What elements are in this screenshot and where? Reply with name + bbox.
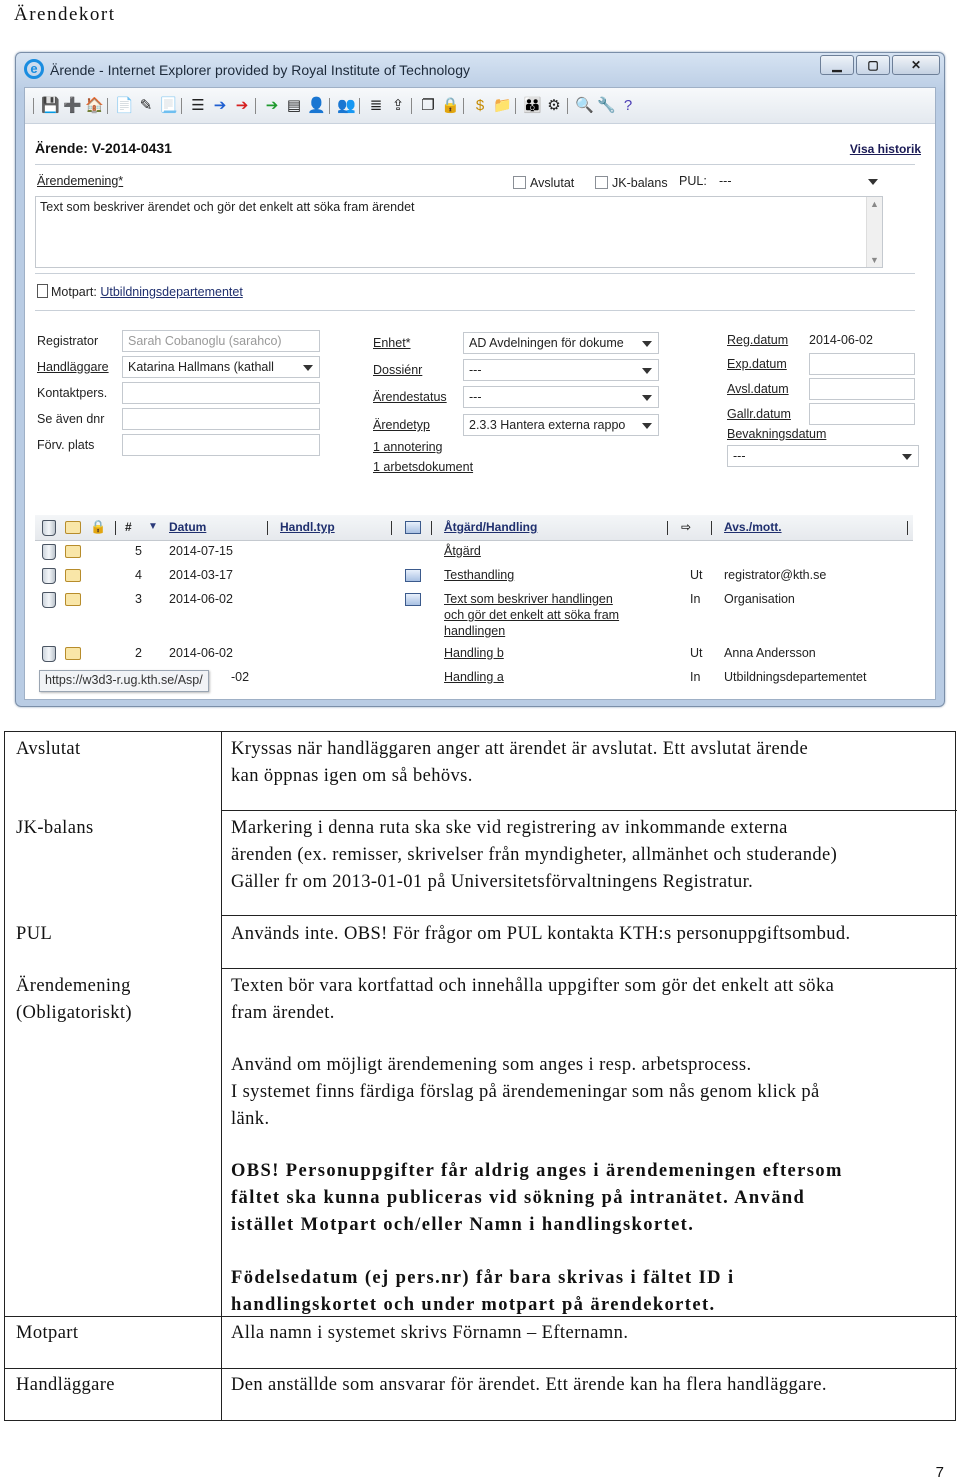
row-action-link[interactable]: och gör det enkelt att söka fram — [444, 608, 620, 622]
registrator-field[interactable]: Sarah Cobanoglu (sarahco) — [122, 330, 320, 352]
textarea-scrollbar[interactable]: ▲ ▼ — [866, 197, 882, 267]
se-aven-dnr-label: Se även dnr — [37, 412, 105, 426]
divider — [35, 273, 915, 274]
arrow-right-red-icon[interactable]: ➔ — [235, 97, 249, 114]
add-icon[interactable]: ➕ — [63, 97, 82, 114]
bevakningsdatum-label[interactable]: Bevakningsdatum — [727, 427, 827, 441]
gallrdatum-field[interactable] — [809, 403, 915, 425]
toolbar-separator — [181, 98, 182, 114]
trash-icon[interactable] — [42, 592, 56, 608]
home-icon[interactable]: 🏠 — [85, 97, 104, 114]
desc-jk-balans: Markering i denna ruta ska ske vid registrering av inkommande externa ärenden (ex. remisser, skrivelser från myndigheter, allmänhet och studerande) Gäller fr om 2013-01-01 på Universitetsförvaltningens Registratur. — [231, 818, 838, 892]
row-direction: Ut — [690, 646, 703, 660]
users-icon[interactable]: 👪 — [523, 97, 542, 114]
document-icon — [37, 284, 48, 298]
row-action-link[interactable]: Åtgärd — [444, 544, 481, 558]
kontaktpers-label: Kontaktpers. — [37, 386, 108, 400]
col-avs-mott[interactable]: Avs./mott. — [724, 520, 782, 534]
dollar-icon[interactable]: $ — [475, 97, 485, 114]
close-button[interactable]: ✕ — [892, 55, 940, 75]
visa-historik-link[interactable]: Visa historik — [849, 142, 921, 156]
trash-icon[interactable] — [42, 568, 56, 584]
arrow-right-icon[interactable]: ➔ — [213, 97, 227, 114]
motpart-link[interactable]: Utbildningsdepartementet — [100, 285, 243, 299]
toolbar-separator — [567, 98, 568, 114]
handlaggare-label[interactable]: Handläggare — [37, 360, 109, 374]
row-date: -02 — [231, 670, 250, 684]
motpart-row — [37, 284, 243, 299]
window-titlebar — [16, 53, 944, 85]
mail-icon[interactable] — [405, 521, 421, 534]
mail-icon[interactable] — [405, 569, 421, 582]
row-party: Anna Andersson — [724, 646, 816, 660]
list2-icon[interactable]: ≣ — [369, 97, 383, 114]
toolbar-separator — [411, 98, 412, 114]
toolbar-separator — [107, 98, 108, 114]
sort-desc-icon[interactable]: ▼ — [148, 521, 158, 532]
pul-select[interactable]: --- — [713, 170, 885, 192]
expdatum-field[interactable] — [809, 353, 915, 375]
annotering-link[interactable]: 1 annotering — [373, 440, 443, 454]
lock-icon[interactable]: 🔒 — [90, 519, 107, 534]
row-action-link[interactable]: handlingen — [444, 624, 506, 638]
case-id: Ärende: V-2014-0431 — [35, 140, 172, 156]
arendemening-text: Text som beskriver ärendet och gör det enkelt att söka fram ärendet — [40, 200, 415, 214]
dossienr-label[interactable]: Dossiénr — [373, 363, 423, 377]
bevakningsdatum-select[interactable]: --- — [727, 445, 919, 467]
toolbar-separator — [463, 98, 464, 114]
arendetyp-label[interactable]: Ärendetyp — [373, 418, 430, 432]
row-action-link[interactable]: Testhandling — [444, 568, 515, 582]
col-handl-typ[interactable]: Handl.typ — [280, 520, 335, 534]
desc-arendemening: Texten bör vara kortfattad och innehålla uppgifter som gör det enkelt att söka fram ärendet. — [231, 976, 835, 1023]
row-number: 4 — [135, 568, 142, 582]
avsldatum-label[interactable]: Avsl.datum — [727, 382, 789, 396]
status-url: https://w3d3-r.ug.kth.se/Asp/ — [39, 670, 209, 692]
trash-icon[interactable] — [42, 646, 56, 662]
se-aven-dnr-field[interactable] — [122, 408, 320, 430]
note-icon[interactable] — [65, 545, 81, 558]
new-doc-icon[interactable]: 📄 — [115, 97, 134, 114]
avsldatum-field[interactable] — [809, 378, 915, 400]
term-avslutat: Avslutat — [16, 739, 81, 759]
term-jk-balans: JK-balans — [16, 818, 94, 838]
arendestatus-label[interactable]: Ärendestatus — [373, 390, 447, 404]
search-icon[interactable]: 🔍 — [575, 97, 594, 114]
forv-plats-field[interactable] — [122, 434, 320, 456]
dossienr-select[interactable]: --- — [463, 359, 659, 381]
lock-icon[interactable]: 🔒 — [441, 97, 460, 114]
doc-icon[interactable]: 📃 — [159, 97, 178, 114]
kontaktpers-field[interactable] — [122, 382, 320, 404]
desc-avslutat: Kryssas när handläggaren anger att ärendet är avslutat. Ett avslutat ärende kan öppnas igen om så behövs. — [231, 739, 809, 786]
minimize-button[interactable]: ▁ — [820, 55, 854, 75]
note-icon[interactable] — [65, 569, 81, 582]
row-action-link[interactable]: Handling b — [444, 646, 504, 660]
person-icon[interactable]: 👤 — [307, 97, 326, 114]
row-action-link[interactable]: Text som beskriver handlingen — [444, 592, 613, 606]
toolbar-separator — [329, 98, 330, 114]
row-party: registrator@kth.se — [724, 568, 827, 582]
arendemening-label[interactable]: Ärendemening* — [37, 174, 124, 188]
term-pul: PUL — [16, 924, 53, 944]
desc-arendemening-obs: OBS! Personuppgifter får aldrig anges i ärendemeningen eftersom fältet ska kunna publiceras vid sökning på intranätet. Använd istället Motpart och/eller Namn i handlingskortet. — [231, 1161, 843, 1235]
col-num[interactable]: # — [125, 520, 132, 534]
registrator-label: Registrator — [37, 334, 99, 348]
row-direction: In — [690, 592, 701, 606]
window-icon[interactable]: ❐ — [421, 97, 435, 114]
trash-icon[interactable] — [42, 544, 56, 560]
desc-arendemening-fodelsedatum: Födelsedatum (ej pers.nr) får bara skrivas i fältet ID i handlingskortet och under motpart på ärendekortet. — [231, 1268, 735, 1315]
folders-icon[interactable]: 📁 — [493, 97, 512, 114]
direction-icon[interactable]: ⇨ — [681, 520, 692, 534]
motpart-label: Motpart: — [51, 285, 97, 299]
tools-icon[interactable]: 🔧 — [597, 97, 616, 114]
term-arendemening: Ärendemening (Obligatoriskt) — [16, 976, 132, 1023]
avslutat-checkbox[interactable] — [513, 176, 526, 189]
note-icon[interactable] — [65, 521, 81, 534]
mail-icon[interactable] — [405, 593, 421, 606]
row-number: 3 — [135, 592, 142, 606]
gallrdatum-label[interactable]: Gallr.datum — [727, 407, 791, 421]
grid-header — [35, 515, 913, 541]
arbetsdokument-link[interactable]: 1 arbetsdokument — [373, 460, 474, 474]
people-icon[interactable]: 👥 — [337, 97, 356, 114]
col-datum[interactable]: Datum — [169, 520, 207, 534]
export-icon[interactable]: ⇪ — [391, 97, 405, 114]
note-icon[interactable] — [65, 593, 81, 606]
term-motpart: Motpart — [16, 1323, 79, 1343]
regdatum-value: 2014-06-02 — [809, 333, 873, 347]
desc-arendemening-2: Använd om möjligt ärendemening som anges i resp. arbetsprocess. I systemet finns färdiga förslag på ärendemeningar som nås genom klick på länk. — [231, 1055, 820, 1129]
forv-plats-label: Förv. plats — [37, 438, 95, 452]
note-icon[interactable] — [65, 647, 81, 660]
arendestatus-select[interactable]: --- — [463, 386, 659, 408]
help-icon[interactable]: ? — [623, 97, 633, 114]
list-icon[interactable]: ☰ — [191, 97, 205, 114]
row-direction: Ut — [690, 568, 703, 582]
description-table — [4, 731, 956, 1421]
ie-logo-icon: e — [24, 59, 44, 79]
col-atgard[interactable]: Åtgärd/Handling — [444, 520, 538, 534]
page-number: 7 — [935, 1464, 944, 1481]
page-heading: Ärendekort — [14, 4, 116, 25]
pul-label: PUL: — [679, 174, 707, 188]
toolbar-separator — [33, 98, 34, 114]
divider — [35, 310, 915, 311]
browser-window — [15, 52, 945, 707]
toolbar-separator — [255, 98, 256, 114]
case-card-panel — [24, 87, 936, 700]
row-number: 2 — [135, 646, 142, 660]
jk-balans-label: JK-balans — [612, 176, 668, 190]
toolbar-separator — [359, 98, 360, 114]
arendetyp-select[interactable]: 2.3.3 Hantera externa rappo — [463, 414, 659, 436]
desc-motpart: Alla namn i systemet skrivs Förnamn – Efternamn. — [231, 1323, 629, 1343]
row-date: 2014-03-17 — [169, 568, 233, 582]
divider — [35, 164, 915, 165]
desc-handlaggare: Den anställde som ansvarar för ärendet. Ett ärende kan ha flera handläggare. — [231, 1375, 827, 1395]
arrow-right-green-icon[interactable]: ➔ — [265, 97, 279, 114]
row-date: 2014-06-02 — [169, 592, 233, 606]
toolbar — [25, 88, 935, 124]
regdatum-label[interactable]: Reg.datum — [727, 333, 789, 347]
row-direction: In — [690, 670, 701, 684]
trash-icon[interactable] — [42, 520, 56, 536]
enhet-label[interactable]: Enhet* — [373, 336, 411, 350]
row-action-link[interactable]: Handling a — [444, 670, 504, 684]
enhet-select[interactable]: AD Avdelningen för dokume — [463, 332, 659, 354]
toolbar-separator — [515, 98, 516, 114]
row-party: Organisation — [724, 592, 795, 606]
arendemening-textarea[interactable] — [35, 196, 883, 268]
handlaggare-select[interactable]: Katarina Hallmans (kathall — [122, 356, 320, 378]
term-handlaggare: Handläggare — [16, 1375, 115, 1395]
jk-balans-checkbox[interactable] — [595, 176, 608, 189]
avslutat-label: Avslutat — [530, 176, 575, 190]
maximize-button[interactable]: ▢ — [856, 55, 890, 75]
save-icon[interactable]: 💾 — [41, 97, 60, 114]
desc-pul: Används inte. OBS! För frågor om PUL kontakta KTH:s personuppgiftsombud. — [231, 924, 851, 944]
card-icon[interactable]: ▤ — [286, 97, 302, 114]
row-party: Utbildningsdepartementet — [724, 670, 867, 684]
edit-icon[interactable]: ✎ — [139, 97, 153, 114]
row-date: 2014-06-02 — [169, 646, 233, 660]
row-date: 2014-07-15 — [169, 544, 233, 558]
row-number: 5 — [135, 544, 142, 558]
gear-users-icon[interactable]: ⚙ — [547, 97, 561, 114]
window-title: Ärende - Internet Explorer provided by Royal Institute of Technology — [50, 62, 470, 78]
expdatum-label[interactable]: Exp.datum — [727, 357, 787, 371]
